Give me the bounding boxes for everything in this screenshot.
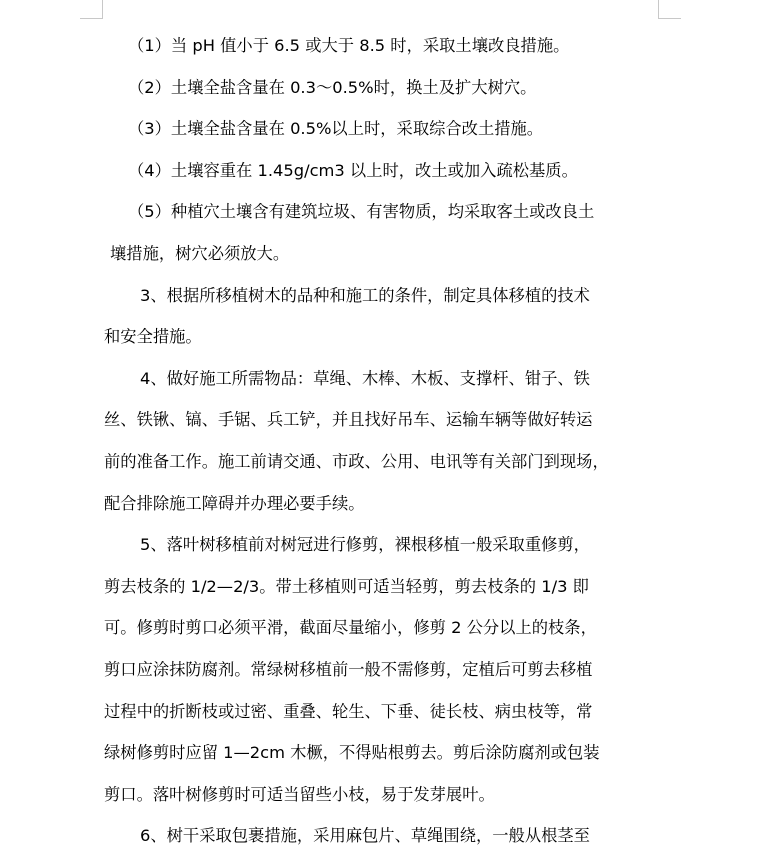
list-item-5-continued: 壤措施，树穴必须放大。 <box>110 243 290 263</box>
paragraph-5-line: 过程中的折断枝或过密、重叠、轮生、下垂、徒长枝、病虫枝等，常 <box>104 701 593 721</box>
list-item-5: （5）种植穴土壤含有建筑垃圾、有害物质，均采取客土或改良土 <box>128 202 595 222</box>
paragraph-5-line: 剪口。落叶树修剪时可适当留些小枝，易于发芽展叶。 <box>104 784 495 804</box>
paragraph-5-line: 绿树修剪时应留 1—2cm 木橛，不得贴根剪去。剪后涂防腐剂或包装 <box>104 743 600 763</box>
list-item-4: （4）土壤容重在 1.45g/cm3 以上时，改土或加入疏松基质。 <box>128 160 578 180</box>
paragraph-3-line: 3、根据所移植树木的品种和施工的条件，制定具体移植的技术 <box>140 285 590 305</box>
page-corner-mark-right <box>658 0 681 19</box>
paragraph-4-line: 前的准备工作。施工前请交通、市政、公用、电讯等有关部门到现场， <box>104 451 609 471</box>
paragraph-4-line: 丝、铁锹、镐、手锯、兵工铲，并且找好吊车、运输车辆等做好转运 <box>104 410 593 430</box>
paragraph-4-line: 配合排除施工障碍并办理必要手续。 <box>104 493 365 513</box>
list-item-1: （1）当 pH 值小于 6.5 或大于 8.5 时，采取土壤改良措施。 <box>128 36 570 55</box>
paragraph-4-line: 4、做好施工所需物品：草绳、木棒、木板、支撑杆、钳子、铁 <box>140 368 590 388</box>
document-body <box>104 25 660 857</box>
paragraph-5-line: 剪去枝条的 1/2—2/3。带土移植则可适当轻剪，剪去枝条的 1/3 即 <box>104 576 589 596</box>
paragraph-6-line: 6、树干采取包裹措施，采用麻包片、草绳围绕，一般从根茎至 <box>140 826 590 846</box>
paragraph-5-line: 5、落叶树移植前对树冠进行修剪，裸根移植一般采取重修剪， <box>140 535 590 555</box>
list-item-3: （3）土壤全盐含量在 0.5%以上时，采取综合改土措施。 <box>128 119 544 139</box>
list-item-2: （2）土壤全盐含量在 0.3～0.5%时，换土及扩大树穴。 <box>128 77 537 97</box>
page-corner-mark-left <box>80 0 103 19</box>
paragraph-5-line: 剪口应涂抹防腐剂。常绿树移植前一般不需修剪，定植后可剪去移植 <box>104 659 593 679</box>
paragraph-5-line: 可。修剪时剪口必须平滑，截面尽量缩小，修剪 2 公分以上的枝条， <box>104 618 597 638</box>
paragraph-3-line: 和安全措施。 <box>104 327 202 347</box>
